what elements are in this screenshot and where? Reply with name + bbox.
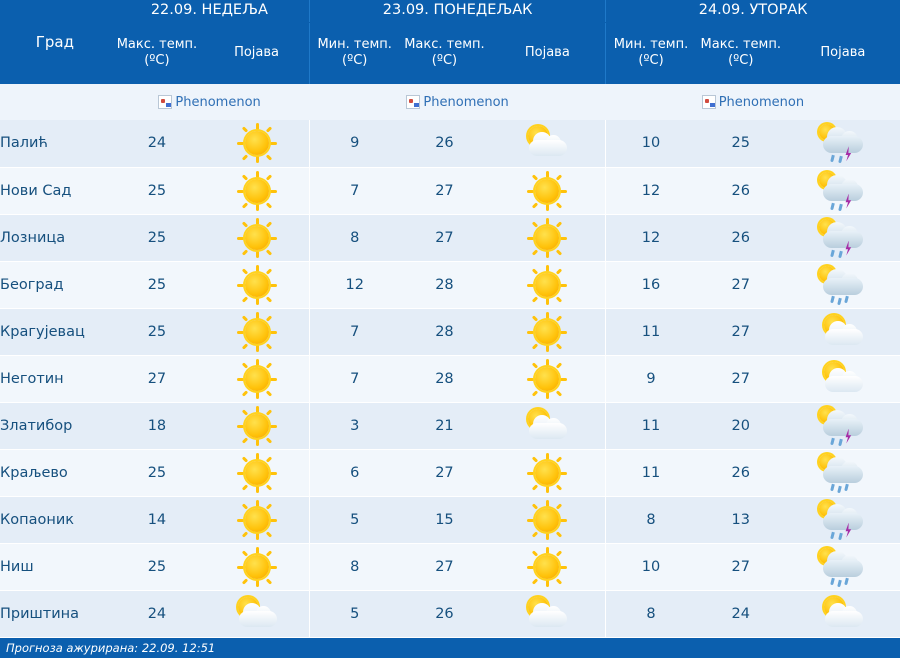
day-header-3: 24.09. УТОРАК [606, 0, 900, 22]
col-d2-max: Макс. темп. (ºC) [399, 22, 489, 84]
day1-phenomenon [204, 355, 309, 402]
day3-max-temp: 20 [696, 402, 786, 449]
day1-sun-icon [229, 170, 285, 212]
day1-phenomenon [204, 308, 309, 355]
day2-min-temp: 12 [309, 261, 399, 308]
day3-max-temp: 25 [696, 120, 786, 167]
day3-min-temp: 16 [606, 261, 696, 308]
day2-sun-icon [519, 217, 575, 259]
day-header-2: 23.09. ПОНЕДЕЉАК [309, 0, 605, 22]
day3-phenomenon [786, 167, 900, 214]
table-row [0, 496, 900, 543]
day1-max-temp: 14 [110, 496, 204, 543]
day1-sun-icon [229, 452, 285, 494]
col-d1-max: Макс. темп. (ºC) [110, 22, 204, 84]
day3-thunderstorm-icon [815, 499, 871, 541]
day2-min-temp: 3 [309, 402, 399, 449]
table-row [0, 120, 900, 167]
day3-max-temp: 26 [696, 449, 786, 496]
day1-max-temp: 18 [110, 402, 204, 449]
day3-min-temp: 11 [606, 449, 696, 496]
phenomenon-legend-row [0, 84, 900, 120]
day1-max-temp: 24 [110, 590, 204, 637]
table-header [0, 0, 900, 84]
day2-phenomenon [489, 590, 605, 637]
day3-min-temp: 12 [606, 214, 696, 261]
header-city: Град [0, 0, 110, 84]
phenomenon-legend-1 [110, 84, 310, 120]
broken-image-icon [158, 95, 172, 109]
day2-sun-cloud-icon [519, 405, 575, 447]
day2-phenomenon [489, 120, 605, 167]
day2-min-temp: 8 [309, 543, 399, 590]
table-row [0, 167, 900, 214]
day3-min-temp: 11 [606, 402, 696, 449]
day2-sun-icon [519, 452, 575, 494]
day1-phenomenon [204, 496, 309, 543]
table-row [0, 261, 900, 308]
day3-max-temp: 27 [696, 308, 786, 355]
phenomenon-legend-3 [606, 84, 900, 120]
day2-min-temp: 7 [309, 167, 399, 214]
day3-min-temp: 12 [606, 167, 696, 214]
day2-max-temp: 21 [399, 402, 489, 449]
city-name: Крагујевац [0, 308, 110, 355]
day1-phenomenon [204, 214, 309, 261]
day3-sun-cloud-icon [815, 358, 871, 400]
day1-sun-icon [229, 311, 285, 353]
day2-min-temp: 9 [309, 120, 399, 167]
day2-sun-icon [519, 170, 575, 212]
col-d2-min: Мин. темп. (ºC) [309, 22, 399, 84]
day1-phenomenon [204, 120, 309, 167]
day3-phenomenon [786, 496, 900, 543]
day2-phenomenon [489, 496, 605, 543]
col-d3-min: Мин. темп. (ºC) [606, 22, 696, 84]
day1-max-temp: 27 [110, 355, 204, 402]
day2-min-temp: 6 [309, 449, 399, 496]
day1-max-temp: 25 [110, 308, 204, 355]
day2-sun-icon [519, 311, 575, 353]
day1-phenomenon [204, 590, 309, 637]
day3-phenomenon [786, 355, 900, 402]
day2-max-temp: 27 [399, 214, 489, 261]
day3-min-temp: 8 [606, 496, 696, 543]
day2-phenomenon [489, 543, 605, 590]
day1-sun-icon [229, 358, 285, 400]
day2-phenomenon [489, 355, 605, 402]
city-name: Нови Сад [0, 167, 110, 214]
phenomenon-legend-label: Phenomenon [423, 94, 509, 110]
day3-phenomenon [786, 590, 900, 637]
day3-min-temp: 11 [606, 308, 696, 355]
day3-thunderstorm-icon [815, 217, 871, 259]
day2-sun-icon [519, 358, 575, 400]
day1-sun-icon [229, 122, 285, 164]
table-row [0, 308, 900, 355]
day2-phenomenon [489, 214, 605, 261]
table-row [0, 543, 900, 590]
city-name: Приштина [0, 590, 110, 637]
day3-phenomenon [786, 402, 900, 449]
day1-max-temp: 25 [110, 167, 204, 214]
day1-sun-icon [229, 499, 285, 541]
table-body [0, 84, 900, 637]
city-name: Ниш [0, 543, 110, 590]
phenomenon-legend-label: Phenomenon [718, 94, 805, 110]
day1-sun-icon [229, 546, 285, 588]
column-header-row [0, 22, 900, 84]
day2-phenomenon [489, 261, 605, 308]
day1-phenomenon [204, 543, 309, 590]
day1-max-temp: 25 [110, 449, 204, 496]
day3-phenomenon [786, 120, 900, 167]
city-name: Палић [0, 120, 110, 167]
day3-max-temp: 26 [696, 167, 786, 214]
day-header-1: 22.09. НЕДЕЉА [110, 0, 310, 22]
day2-min-temp: 5 [309, 496, 399, 543]
city-name: Лозница [0, 214, 110, 261]
day2-phenomenon [489, 449, 605, 496]
day1-max-temp: 24 [110, 120, 204, 167]
day-header-row [0, 0, 900, 22]
table-row [0, 402, 900, 449]
day3-min-temp: 9 [606, 355, 696, 402]
table-row [0, 214, 900, 261]
day2-max-temp: 28 [399, 261, 489, 308]
day2-sun-icon [519, 499, 575, 541]
day2-max-temp: 15 [399, 496, 489, 543]
day2-max-temp: 26 [399, 120, 489, 167]
update-status-text: Прогноза ажурирана: 22.09. 12:51 [6, 640, 216, 655]
table-row [0, 590, 900, 637]
day3-rain-cloud-icon [815, 452, 871, 494]
day1-phenomenon [204, 261, 309, 308]
day1-sun-icon [229, 217, 285, 259]
day2-sun-cloud-icon [519, 122, 575, 164]
day1-sun-icon [229, 405, 285, 447]
city-name: Београд [0, 261, 110, 308]
day1-sun-cloud-icon [229, 593, 285, 635]
day1-sun-icon [229, 264, 285, 306]
day1-max-temp: 25 [110, 543, 204, 590]
day3-rain-cloud-icon [815, 546, 871, 588]
day3-rain-cloud-icon [815, 264, 871, 306]
day2-sun-icon [519, 546, 575, 588]
table-row [0, 449, 900, 496]
col-d3-max: Макс. темп. (ºC) [696, 22, 786, 84]
day3-thunderstorm-icon [815, 122, 871, 164]
day2-sun-cloud-icon [519, 593, 575, 635]
day1-phenomenon [204, 402, 309, 449]
day1-phenomenon [204, 167, 309, 214]
day3-phenomenon [786, 261, 900, 308]
day3-max-temp: 24 [696, 590, 786, 637]
day2-min-temp: 5 [309, 590, 399, 637]
day2-sun-icon [519, 264, 575, 306]
broken-image-icon [702, 95, 716, 109]
phenomenon-legend-empty [0, 84, 110, 120]
city-name: Златибор [0, 402, 110, 449]
day2-phenomenon [489, 167, 605, 214]
day3-phenomenon [786, 214, 900, 261]
col-d2-phenomenon: Појава [489, 22, 605, 84]
broken-image-icon [406, 95, 420, 109]
table-row [0, 355, 900, 402]
day3-phenomenon [786, 449, 900, 496]
day3-sun-cloud-icon [815, 311, 871, 353]
day2-max-temp: 27 [399, 543, 489, 590]
day2-min-temp: 8 [309, 214, 399, 261]
day3-min-temp: 8 [606, 590, 696, 637]
day2-phenomenon [489, 402, 605, 449]
day3-sun-cloud-icon [815, 593, 871, 635]
day3-thunderstorm-icon [815, 170, 871, 212]
day3-max-temp: 26 [696, 214, 786, 261]
day1-phenomenon [204, 449, 309, 496]
city-name: Краљево [0, 449, 110, 496]
day3-phenomenon [786, 308, 900, 355]
city-name: Неготин [0, 355, 110, 402]
day2-max-temp: 28 [399, 308, 489, 355]
day1-max-temp: 25 [110, 261, 204, 308]
day3-max-temp: 27 [696, 261, 786, 308]
day3-max-temp: 27 [696, 543, 786, 590]
day3-max-temp: 27 [696, 355, 786, 402]
day2-max-temp: 26 [399, 590, 489, 637]
day3-thunderstorm-icon [815, 405, 871, 447]
day2-max-temp: 27 [399, 167, 489, 214]
day3-max-temp: 13 [696, 496, 786, 543]
phenomenon-legend-label: Phenomenon [175, 94, 261, 110]
day3-min-temp: 10 [606, 120, 696, 167]
col-d3-phenomenon: Појава [786, 22, 900, 84]
day3-phenomenon [786, 543, 900, 590]
day2-max-temp: 27 [399, 449, 489, 496]
day2-max-temp: 28 [399, 355, 489, 402]
day1-max-temp: 25 [110, 214, 204, 261]
col-d1-phenomenon: Појава [204, 22, 309, 84]
update-status-bar [0, 638, 900, 658]
day2-phenomenon [489, 308, 605, 355]
city-name: Копаоник [0, 496, 110, 543]
day3-min-temp: 10 [606, 543, 696, 590]
phenomenon-legend-2 [309, 84, 605, 120]
day2-min-temp: 7 [309, 355, 399, 402]
day2-min-temp: 7 [309, 308, 399, 355]
